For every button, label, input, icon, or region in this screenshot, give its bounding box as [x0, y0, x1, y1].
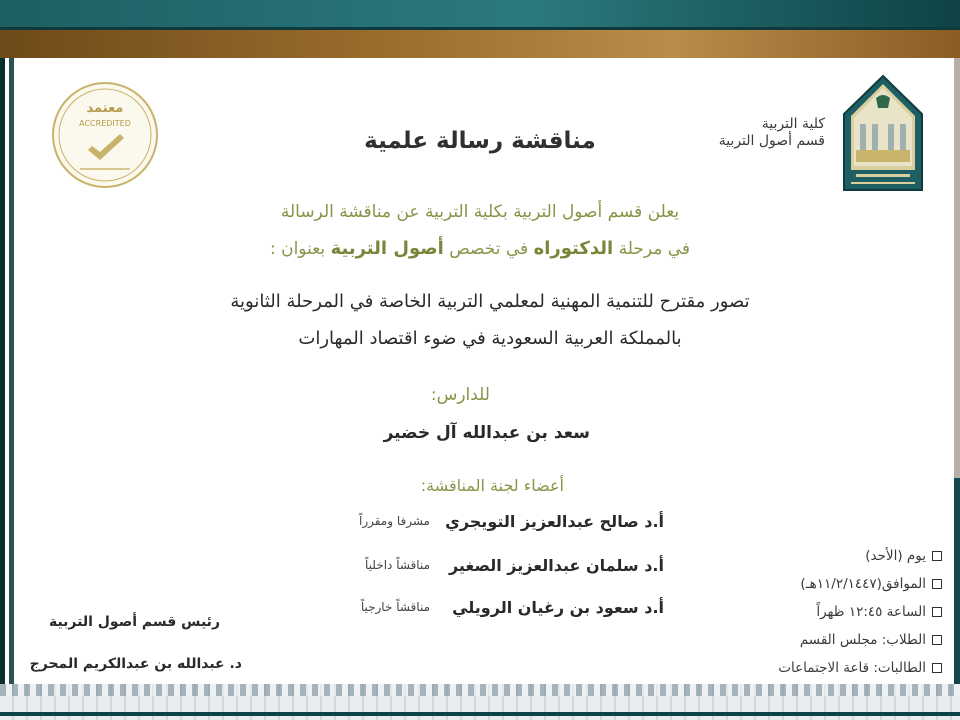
top-decorative-band — [0, 0, 960, 30]
student-label: للدارس: — [430, 385, 490, 405]
detail-item-time — [702, 598, 942, 626]
department-head-title: رئيس قسم أصول التربية — [48, 614, 220, 630]
right-border-dark — [954, 478, 960, 688]
announcement-line-1: يعلن قسم أصول التربية بكلية التربية عن مناقشة الرسالة — [280, 202, 680, 222]
member-name: أ.د سعود بن رغيان الرويلي — [452, 598, 664, 617]
detail-item-female-venue — [702, 654, 942, 682]
detail-item-date — [702, 570, 942, 598]
detail-item-male-venue — [702, 626, 942, 654]
detail-item-day — [702, 542, 942, 570]
accreditation-seal — [50, 80, 160, 190]
checkbox-icon — [932, 551, 942, 561]
thesis-title-line-2: بالمملكة العربية السعودية في ضوء اقتصاد المهارات — [298, 328, 682, 349]
university-logo — [842, 74, 924, 192]
committee-member — [300, 556, 664, 578]
page-title: مناقشة رسالة علمية — [364, 128, 596, 154]
bottom-wave-pattern — [0, 684, 960, 696]
bottom-decorative-band — [0, 684, 960, 720]
detail-text: يوم (الأحد) — [865, 548, 926, 564]
announcement-line-2 — [160, 238, 800, 259]
bottom-line — [0, 712, 960, 716]
checkbox-icon — [932, 663, 942, 673]
announcement-middle: في تخصص — [443, 239, 534, 259]
college-name: كلية التربية — [761, 116, 825, 132]
announcement-prefix: في مرحلة — [613, 239, 691, 259]
department-name: قسم أصول التربية — [718, 133, 825, 149]
detail-text: الموافق(١١/٢/١٤٤٧هـ) — [800, 576, 926, 592]
student-name: سعد بن عبدالله آل خضير — [383, 423, 590, 443]
department-head-name: د. عبدالله بن عبدالكريم المحرج — [29, 656, 242, 672]
gold-decorative-band — [0, 30, 960, 58]
detail-text: الساعة ١٢:٤٥ ظهراً — [816, 604, 926, 620]
checkbox-icon — [932, 607, 942, 617]
committee-label: أعضاء لجنة المناقشة: — [420, 476, 564, 495]
degree-stage: الدكتوراه — [533, 238, 614, 259]
accreditation-seal-icon — [50, 80, 160, 190]
left-border — [0, 58, 14, 698]
seal-arabic-text: معتمد — [86, 101, 124, 116]
checkbox-icon — [932, 579, 942, 589]
seal-english-text: ACCREDITED — [79, 119, 131, 128]
thesis-title-line-1: تصور مقترح للتنمية المهنية لمعلمي التربية الخاصة في المرحلة الثانوية — [230, 291, 750, 312]
university-emblem-icon — [842, 74, 924, 192]
checkbox-icon — [932, 635, 942, 645]
right-border — [954, 58, 960, 478]
member-role: مناقشاً خارجياً — [360, 600, 430, 614]
committee-member — [300, 512, 664, 534]
detail-text: الطلاب: مجلس القسم — [799, 632, 926, 648]
member-name: أ.د سلمان عبدالعزيز الصغير — [448, 556, 664, 575]
major-name: أصول التربية — [330, 238, 444, 259]
committee-member — [300, 598, 664, 620]
detail-text: الطالبات: قاعة الاجتماعات — [778, 660, 926, 676]
announcement-suffix: بعنوان : — [269, 239, 331, 259]
event-details-list — [702, 542, 942, 682]
member-name: أ.د صالح عبدالعزيز التويجري — [445, 512, 664, 531]
member-role: مناقشاً داخلياً — [365, 558, 430, 572]
member-role: مشرفا ومقرراً — [358, 514, 430, 528]
